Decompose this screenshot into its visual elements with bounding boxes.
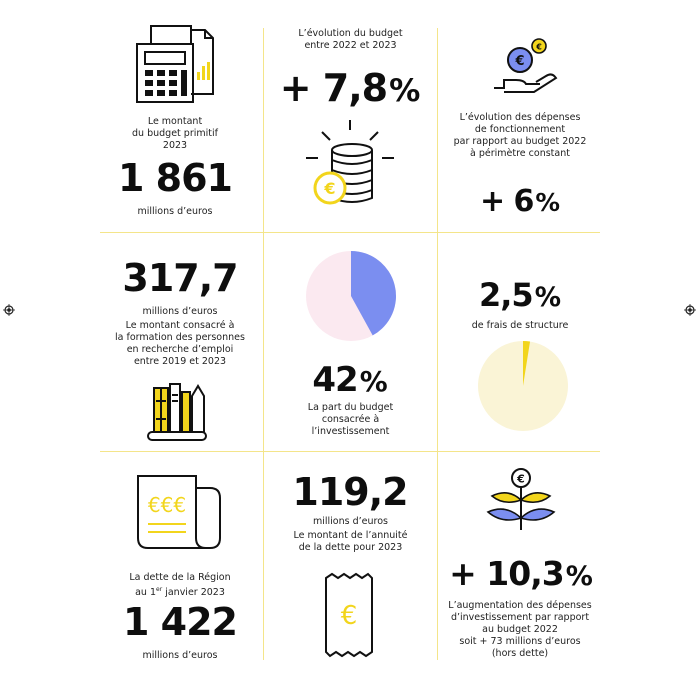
investissement-number: 42 — [312, 360, 358, 400]
depenses-fonctionnement-number: + 6 — [479, 184, 534, 219]
depenses-investissement-value — [438, 554, 604, 593]
svg-text:€: € — [536, 42, 542, 52]
frais-structure-label: de frais de structure — [471, 320, 569, 331]
depenses-investissement-percent: % — [565, 561, 593, 592]
formation-unit: millions d’euros — [142, 306, 218, 317]
investissement-label: La part du budget consacrée à l’investissement — [307, 402, 394, 437]
frais-structure-percent: % — [534, 283, 561, 313]
evolution-budget-number: + 7,8 — [279, 66, 388, 110]
investissement-pie-chart — [305, 250, 397, 342]
crosshair-icon-right — [684, 304, 696, 316]
newspaper-euro-icon — [134, 474, 224, 550]
dette-label — [100, 572, 260, 599]
euro-hand-icon — [490, 36, 560, 98]
depenses-fonctionnement-percent: % — [535, 188, 561, 217]
frais-structure-pie-chart — [477, 340, 569, 432]
investissement-value — [264, 360, 436, 400]
budget-primitif-label: Le montant du budget primitif 2023 — [132, 116, 218, 151]
depenses-fonctionnement-label: L’évolution des dépenses de fonctionnement par rapport au budget 2022 à périmètre constant — [453, 112, 587, 159]
dette-label-line2: au 1er janvier 2023 — [135, 586, 225, 599]
svg-text:€: € — [517, 472, 525, 486]
investissement-percent: % — [359, 365, 388, 398]
svg-text:€: € — [515, 54, 525, 69]
frais-structure-value — [440, 276, 600, 314]
budget-primitif-unit: millions d’euros — [137, 206, 213, 217]
depenses-fonctionnement-value — [440, 184, 600, 219]
books-icon — [146, 380, 210, 444]
receipt-euro-text: € — [340, 601, 358, 631]
euro-coins-icon — [302, 118, 398, 208]
svg-text:€: € — [324, 179, 336, 198]
grid-divider-horizontal-2 — [100, 451, 600, 452]
formation-value: 317,7 — [122, 256, 238, 300]
evolution-budget-value — [264, 66, 436, 110]
dette-unit: millions d’euros — [142, 650, 218, 661]
grid-divider-vertical-1 — [263, 28, 264, 660]
depenses-investissement-number: + 10,3 — [449, 554, 564, 593]
dette-value: 1 422 — [123, 600, 237, 644]
dette-label-line1: La dette de la Région — [129, 572, 231, 583]
receipt-euro-icon — [322, 572, 376, 658]
calculator-icon — [135, 24, 217, 104]
evolution-budget-label: L’évolution du budget entre 2022 et 2023 — [298, 28, 403, 51]
euro-plant-icon — [484, 466, 558, 532]
annuite-value: 119,2 — [292, 470, 408, 514]
crosshair-icon-left — [3, 304, 15, 316]
formation-label: Le montant consacré à la formation des personnes en recherche d’emploi entre 2019 et 2023 — [115, 320, 245, 367]
depenses-investissement-label: L’augmentation des dépenses d’investissement par rapport au budget 2022 soit + 73 millions d’euros (hors dette) — [448, 600, 592, 659]
budget-primitif-value: 1 861 — [118, 156, 232, 200]
evolution-budget-percent: % — [389, 73, 421, 109]
grid-divider-horizontal-1 — [100, 232, 600, 233]
annuite-label: Le montant de l’annuité de la dette pour 2023 — [293, 530, 408, 553]
frais-structure-number: 2,5 — [479, 276, 533, 314]
annuite-unit: millions d’euros — [313, 516, 388, 527]
newspaper-euro-text: €€€ — [147, 493, 187, 517]
